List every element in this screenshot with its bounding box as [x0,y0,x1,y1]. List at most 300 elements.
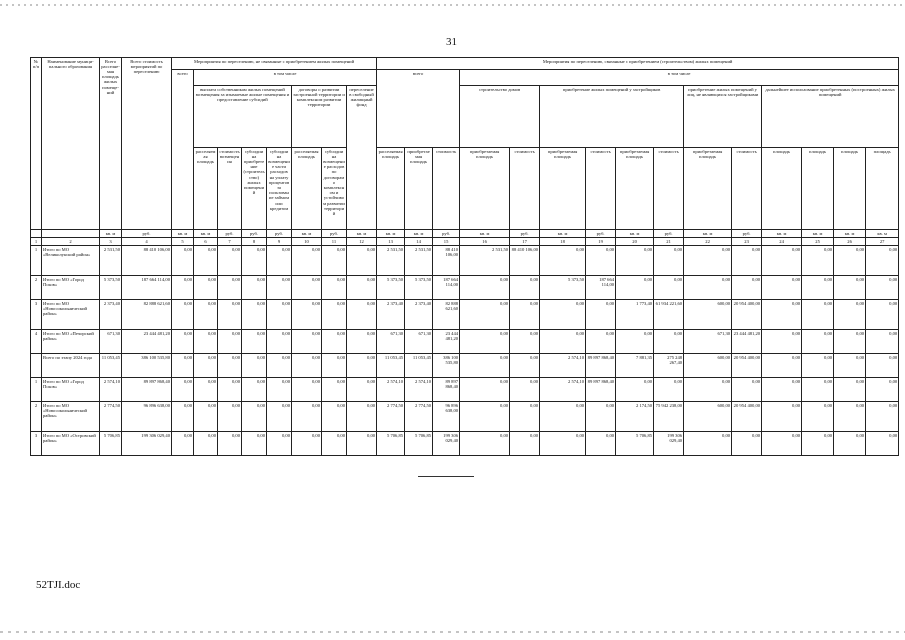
resettlement-table [30,57,899,456]
value-cell: 0,00 [510,276,540,300]
value-cell: 0,00 [802,402,834,432]
unit-cell: кв. м [834,230,866,238]
column-number-cell: 10 [292,238,322,246]
value-cell: 2 373,40 [100,300,122,330]
value-cell: 0,00 [292,432,322,456]
value-cell: 0,00 [322,300,347,330]
value-cell: 5 373,50 [540,276,586,300]
value-cell: 0,00 [510,330,540,354]
value-cell: 20 954 400,00 [732,300,762,330]
value-cell: 671,30 [684,330,732,354]
value-cell: 187 664 114,00 [586,276,616,300]
value-cell: 0,00 [242,432,267,456]
value-cell: 0,00 [866,402,899,432]
value-cell: 0,00 [684,246,732,276]
value-cell: 0,00 [762,276,802,300]
col-header-priobretaemaya-2: приобретаемая площадь [460,148,510,230]
municipality-name: Итого по МО «Великолукский район» [42,246,100,276]
table-row [31,300,899,330]
unit-cell: кв. м [866,230,899,238]
value-cell: 89 897 868,40 [586,354,616,378]
value-cell: 0,00 [347,432,377,456]
unit-cell: руб. [586,230,616,238]
value-cell: 0,00 [242,402,267,432]
row-number: 1 [31,378,42,402]
value-cell: 187 664 114,00 [122,276,172,300]
value-cell: 96 896 638,00 [122,402,172,432]
value-cell: 0,00 [732,246,762,276]
value-cell: 0,00 [540,300,586,330]
value-cell: 75 942 238,00 [654,402,684,432]
unit-cell: руб. [242,230,267,238]
value-cell: 0,00 [616,276,654,300]
unit-cell: руб. [218,230,242,238]
value-cell: 2 774,50 [100,402,122,432]
value-cell: 23 444 481,20 [732,330,762,354]
value-cell: 2 574,10 [405,378,433,402]
value-cell: 0,00 [684,378,732,402]
value-cell: 5 706,85 [405,432,433,456]
value-cell: 0,00 [194,402,218,432]
value-cell: 0,00 [172,432,194,456]
value-cell: 0,00 [586,432,616,456]
value-cell: 0,00 [347,330,377,354]
unit-cell: руб. [732,230,762,238]
unit-cell: кв. м [347,230,377,238]
unit-cell: кв. м [616,230,654,238]
value-cell: 0,00 [172,300,194,330]
column-number-cell: 23 [732,238,762,246]
column-number-cell: 1 [31,238,42,246]
value-cell: 0,00 [460,330,510,354]
value-cell: 386 100 535,80 [122,354,172,378]
value-cell: 0,00 [322,354,347,378]
value-cell: 0,00 [802,330,834,354]
col-header-subsidii-priobr: субсидии на приобретение (строительство) жилых помещений [242,148,267,230]
value-cell: 0,00 [834,276,866,300]
column-number-cell: 6 [194,238,218,246]
value-cell: 199 306 029,40 [433,432,460,456]
value-cell: 0,00 [194,432,218,456]
value-cell: 0,00 [267,330,292,354]
value-cell: 0,00 [292,300,322,330]
col-header-ploshad-1: площадь [762,148,802,230]
value-cell: 0,00 [218,354,242,378]
value-cell: 11 053,45 [100,354,122,378]
value-cell: 0,00 [218,300,242,330]
value-cell: 0,00 [322,432,347,456]
value-cell: 0,00 [540,246,586,276]
value-cell: 2 531,50 [100,246,122,276]
unit-cell: руб. [433,230,460,238]
col-header-stoimost-vozm: стоимость возмещения [218,148,242,230]
value-cell: 20 954 400,00 [732,354,762,378]
value-cell: 11 053,45 [377,354,405,378]
value-cell: 0,00 [347,378,377,402]
unit-cell: кв. м [377,230,405,238]
value-cell: 96 896 638,00 [433,402,460,432]
value-cell: 0,00 [654,276,684,300]
value-cell: 0,00 [267,300,292,330]
table-row [31,276,899,300]
column-number-cell: 8 [242,238,267,246]
row-number: 3 [31,300,42,330]
value-cell: 0,00 [834,330,866,354]
value-cell: 88 410 106,00 [510,246,540,276]
value-cell: 0,00 [802,354,834,378]
col-header-ploshad-2: площадь [802,148,834,230]
value-cell: 0,00 [834,432,866,456]
value-cell: 671,30 [377,330,405,354]
col-header-rasselyaemaya-2: расселяемая площадь [292,148,322,230]
value-cell: 0,00 [194,378,218,402]
value-cell: 5 706,85 [100,432,122,456]
value-cell: 2 531,50 [377,246,405,276]
value-cell: 5 373,50 [100,276,122,300]
municipality-name: Итого по МО «Город Псков» [42,276,100,300]
value-cell: 0,00 [802,276,834,300]
column-number-cell: 16 [460,238,510,246]
value-cell: 0,00 [802,246,834,276]
column-number-cell: 19 [586,238,616,246]
column-number-cell: 18 [540,238,586,246]
value-cell: 0,00 [172,402,194,432]
municipality-name: Итого по МО «Новосокольнический район» [42,402,100,432]
value-cell: 89 897 868,40 [433,378,460,402]
row-number: 2 [31,402,42,432]
col-header-area: Всего расселяе-мая площадь жилых помеще-ний [100,58,122,230]
col-header-vsego-right: всего [377,70,460,148]
col-header-stoimost-3: стоимость [586,148,616,230]
column-number-cell: 24 [762,238,802,246]
col-header-dogovory: договоры о развитии застроенной территории и комплексном развитии территории [292,86,347,148]
value-cell: 0,00 [218,276,242,300]
value-cell: 600,00 [684,402,732,432]
unit-cell: кв. м [802,230,834,238]
value-cell: 0,00 [267,276,292,300]
value-cell: 0,00 [292,330,322,354]
value-cell: 0,00 [762,354,802,378]
value-cell: 0,00 [194,300,218,330]
value-cell: 0,00 [242,300,267,330]
col-header-vyplata: выплата собственникам жилых помещений возмещения за изымаемые жилые помещения и предоставление субсидий [194,86,292,148]
value-cell: 0,00 [267,378,292,402]
value-cell: 2 373,40 [405,300,433,330]
value-cell: 20 954 400,00 [732,402,762,432]
value-cell: 0,00 [586,300,616,330]
column-number-cell: 20 [616,238,654,246]
value-cell: 61 934 221,60 [654,300,684,330]
value-cell: 0,00 [460,300,510,330]
value-cell: 0,00 [292,354,322,378]
value-cell: 2 373,40 [377,300,405,330]
unit-cell: кв. м [460,230,510,238]
unit-cell: кв. м [540,230,586,238]
value-cell: 187 664 114,00 [433,276,460,300]
value-cell: 2 531,50 [405,246,433,276]
value-cell: 0,00 [616,330,654,354]
table-row [31,330,899,354]
value-cell: 1 773,40 [616,300,654,330]
value-cell: 0,00 [866,300,899,330]
value-cell: 0,00 [242,276,267,300]
unit-cell: руб. [322,230,347,238]
col-header-priobretaemaya-4: приобретаемая площадь [616,148,654,230]
value-cell: 0,00 [347,300,377,330]
value-cell: 0,00 [732,378,762,402]
column-number-cell: 4 [122,238,172,246]
table-row [31,402,899,432]
value-cell: 89 897 868,40 [586,378,616,402]
value-cell: 0,00 [292,378,322,402]
column-number-cell: 11 [322,238,347,246]
column-number-cell: 27 [866,238,899,246]
value-cell: 0,00 [866,432,899,456]
unit-cell: руб. [654,230,684,238]
value-cell: 0,00 [347,246,377,276]
col-header-ploshad-4: площадь [866,148,899,230]
value-cell: 0,00 [762,402,802,432]
value-cell: 0,00 [242,354,267,378]
value-cell: 0,00 [460,432,510,456]
table-row [31,378,899,402]
value-cell: 0,00 [172,276,194,300]
value-cell: 5 373,50 [405,276,433,300]
value-cell: 0,00 [218,432,242,456]
value-cell: 0,00 [292,276,322,300]
value-cell: 0,00 [834,354,866,378]
value-cell: 2 531,50 [460,246,510,276]
scan-artifact-top [0,4,905,6]
row-number: 2 [31,276,42,300]
value-cell: 0,00 [194,354,218,378]
column-number-cell: 13 [377,238,405,246]
value-cell: 0,00 [866,246,899,276]
value-cell: 0,00 [267,432,292,456]
unit-cell: кв. м [292,230,322,238]
value-cell: 0,00 [802,378,834,402]
table-row [31,354,899,378]
value-cell: 600,00 [684,354,732,378]
value-cell: 0,00 [654,246,684,276]
column-number-cell: 17 [510,238,540,246]
value-cell: 199 306 029,40 [122,432,172,456]
value-cell: 275 248 267,40 [654,354,684,378]
value-cell: 0,00 [242,330,267,354]
unit-cell: кв. м [684,230,732,238]
value-cell: 0,00 [802,300,834,330]
col-header-subsidii-dogovor: субсидии на возмещение расходов по договорам о комплексном и устойчивом развитии территорий [322,148,347,230]
value-cell: 2 574,10 [377,378,405,402]
value-cell: 2 574,10 [100,378,122,402]
value-cell: 0,00 [218,402,242,432]
value-cell: 0,00 [762,246,802,276]
value-cell: 5 373,50 [377,276,405,300]
column-number-cell: 12 [347,238,377,246]
value-cell: 2 774,50 [405,402,433,432]
value-cell: 0,00 [347,354,377,378]
value-cell: 0,00 [510,354,540,378]
column-number-cell: 7 [218,238,242,246]
value-cell: 0,00 [654,330,684,354]
unit-cell: кв. м [405,230,433,238]
unit-cell: кв. м [172,230,194,238]
value-cell: 0,00 [460,276,510,300]
unit-cell: кв. м [194,230,218,238]
col-header-name: Наименование муници-пального образования [42,58,100,230]
value-cell: 386 100 535,80 [433,354,460,378]
resettlement-table-wrap [30,57,898,456]
col-header-rasselyaemaya-1: расселяемая площадь [194,148,218,230]
value-cell: 0,00 [172,246,194,276]
page-number: 31 [446,36,457,48]
col-header-subsidii-vozm: субсидии на возмещение части расходов на уплату процентов за пользование займом или кредитом [267,148,292,230]
municipality-name: Итого по МО «Островский район» [42,432,100,456]
value-cell: 0,00 [866,330,899,354]
column-number-cell: 15 [433,238,460,246]
units-row [31,230,899,238]
value-cell: 0,00 [460,378,510,402]
table-row [31,432,899,456]
unit-cell: кв. м [762,230,802,238]
value-cell: 0,00 [654,378,684,402]
unit-cell: руб. [267,230,292,238]
value-cell: 0,00 [267,402,292,432]
value-cell: 2 174,50 [616,402,654,432]
value-cell: 0,00 [616,378,654,402]
municipality-name: Итого по МО «Печорский район» [42,330,100,354]
table-body [31,230,899,456]
value-cell: 0,00 [218,330,242,354]
value-cell: 0,00 [347,276,377,300]
row-number [31,354,42,378]
value-cell: 0,00 [172,354,194,378]
value-cell: 0,00 [267,354,292,378]
separator-line [418,476,474,477]
unit-cell: руб. [510,230,540,238]
row-number: 1 [31,246,42,276]
value-cell: 0,00 [242,378,267,402]
column-number-cell: 5 [172,238,194,246]
value-cell: 11 053,45 [405,354,433,378]
col-header-vtomchisle-left: в том числе [194,70,377,86]
col-header-vsego-left: всего [172,70,194,230]
value-cell: 199 306 029,40 [654,432,684,456]
col-header-cost: Всего стоимость мероприятий по переселению [122,58,172,230]
value-cell: 0,00 [292,246,322,276]
col-header-stroitelstvo: строительство домов [460,86,540,148]
value-cell: 0,00 [802,432,834,456]
value-cell: 671,30 [100,330,122,354]
value-cell: 0,00 [732,276,762,300]
value-cell: 88 410 106,00 [433,246,460,276]
value-cell: 2 574,10 [540,378,586,402]
value-cell: 0,00 [322,246,347,276]
col-header-vtomchisle-right: в том числе [460,70,899,86]
value-cell: 0,00 [866,276,899,300]
value-cell: 7 881,35 [616,354,654,378]
col-header-stoimost-5: стоимость [732,148,762,230]
col-header-priobretenie-zastr: приобретение жилых помещений у застройщиков [540,86,684,148]
column-number-cell: 3 [100,238,122,246]
value-cell: 0,00 [762,300,802,330]
unit-cell: руб. [122,230,172,238]
group-header-right: Мероприятия по переселению, связанные с приобретением (строительством) жилых помещений [377,58,899,70]
municipality-name: Итого по МО «Новосокольнический район» [42,300,100,330]
value-cell: 0,00 [194,330,218,354]
value-cell: 671,30 [405,330,433,354]
col-header-priobretaemaya-1: приобретаемая площадь [405,148,433,230]
value-cell: 0,00 [172,378,194,402]
value-cell: 0,00 [762,432,802,456]
value-cell: 0,00 [242,246,267,276]
unit-cell: кв. м [100,230,122,238]
value-cell: 0,00 [460,402,510,432]
value-cell: 0,00 [322,276,347,300]
row-number: 4 [31,330,42,354]
file-name: 52TJI.doc [36,579,81,591]
value-cell: 0,00 [292,402,322,432]
col-header-priobretaemaya-5: приобретаемая площадь [684,148,732,230]
value-cell: 0,00 [540,402,586,432]
value-cell: 88 410 106,00 [122,246,172,276]
value-cell: 0,00 [510,300,540,330]
value-cell: 0,00 [510,402,540,432]
table-row [31,246,899,276]
value-cell: 600,00 [684,300,732,330]
value-cell: 0,00 [866,378,899,402]
scan-artifact-bottom [0,631,905,633]
value-cell: 0,00 [322,378,347,402]
value-cell: 0,00 [322,330,347,354]
value-cell: 0,00 [684,432,732,456]
value-cell: 0,00 [322,402,347,432]
value-cell: 0,00 [762,378,802,402]
value-cell: 0,00 [347,402,377,432]
municipality-name: Всего по этапу 2024 года [42,354,100,378]
value-cell: 0,00 [218,378,242,402]
col-header-stoimost-1: стоимость [433,148,460,230]
value-cell: 0,00 [684,276,732,300]
value-cell: 0,00 [218,246,242,276]
value-cell: 0,00 [172,330,194,354]
group-header-left: Мероприятия по переселению, не связанные с приобретением жилых помещений [172,58,377,70]
value-cell: 0,00 [194,276,218,300]
value-cell: 0,00 [762,330,802,354]
value-cell: 2 574,10 [540,354,586,378]
value-cell: 0,00 [834,402,866,432]
col-header-stoimost-4: стоимость [654,148,684,230]
value-cell: 82 888 621,60 [433,300,460,330]
value-cell: 82 888 621,60 [122,300,172,330]
column-number-cell: 9 [267,238,292,246]
value-cell: 0,00 [540,330,586,354]
units-cell-blank [42,230,100,238]
column-number-cell: 21 [654,238,684,246]
value-cell: 0,00 [540,432,586,456]
value-cell: 0,00 [460,354,510,378]
column-number-cell: 25 [802,238,834,246]
col-header-dalneyshee: дальнейшее использование приобретенных (построенных) жилых помещений [762,86,899,148]
value-cell: 89 897 868,40 [122,378,172,402]
value-cell: 0,00 [194,246,218,276]
column-number-cell: 14 [405,238,433,246]
value-cell: 23 444 481,20 [122,330,172,354]
value-cell: 0,00 [586,246,616,276]
column-number-cell: 22 [684,238,732,246]
value-cell: 5 706,85 [616,432,654,456]
col-header-priobretaemaya-3: приобретаемая площадь [540,148,586,230]
